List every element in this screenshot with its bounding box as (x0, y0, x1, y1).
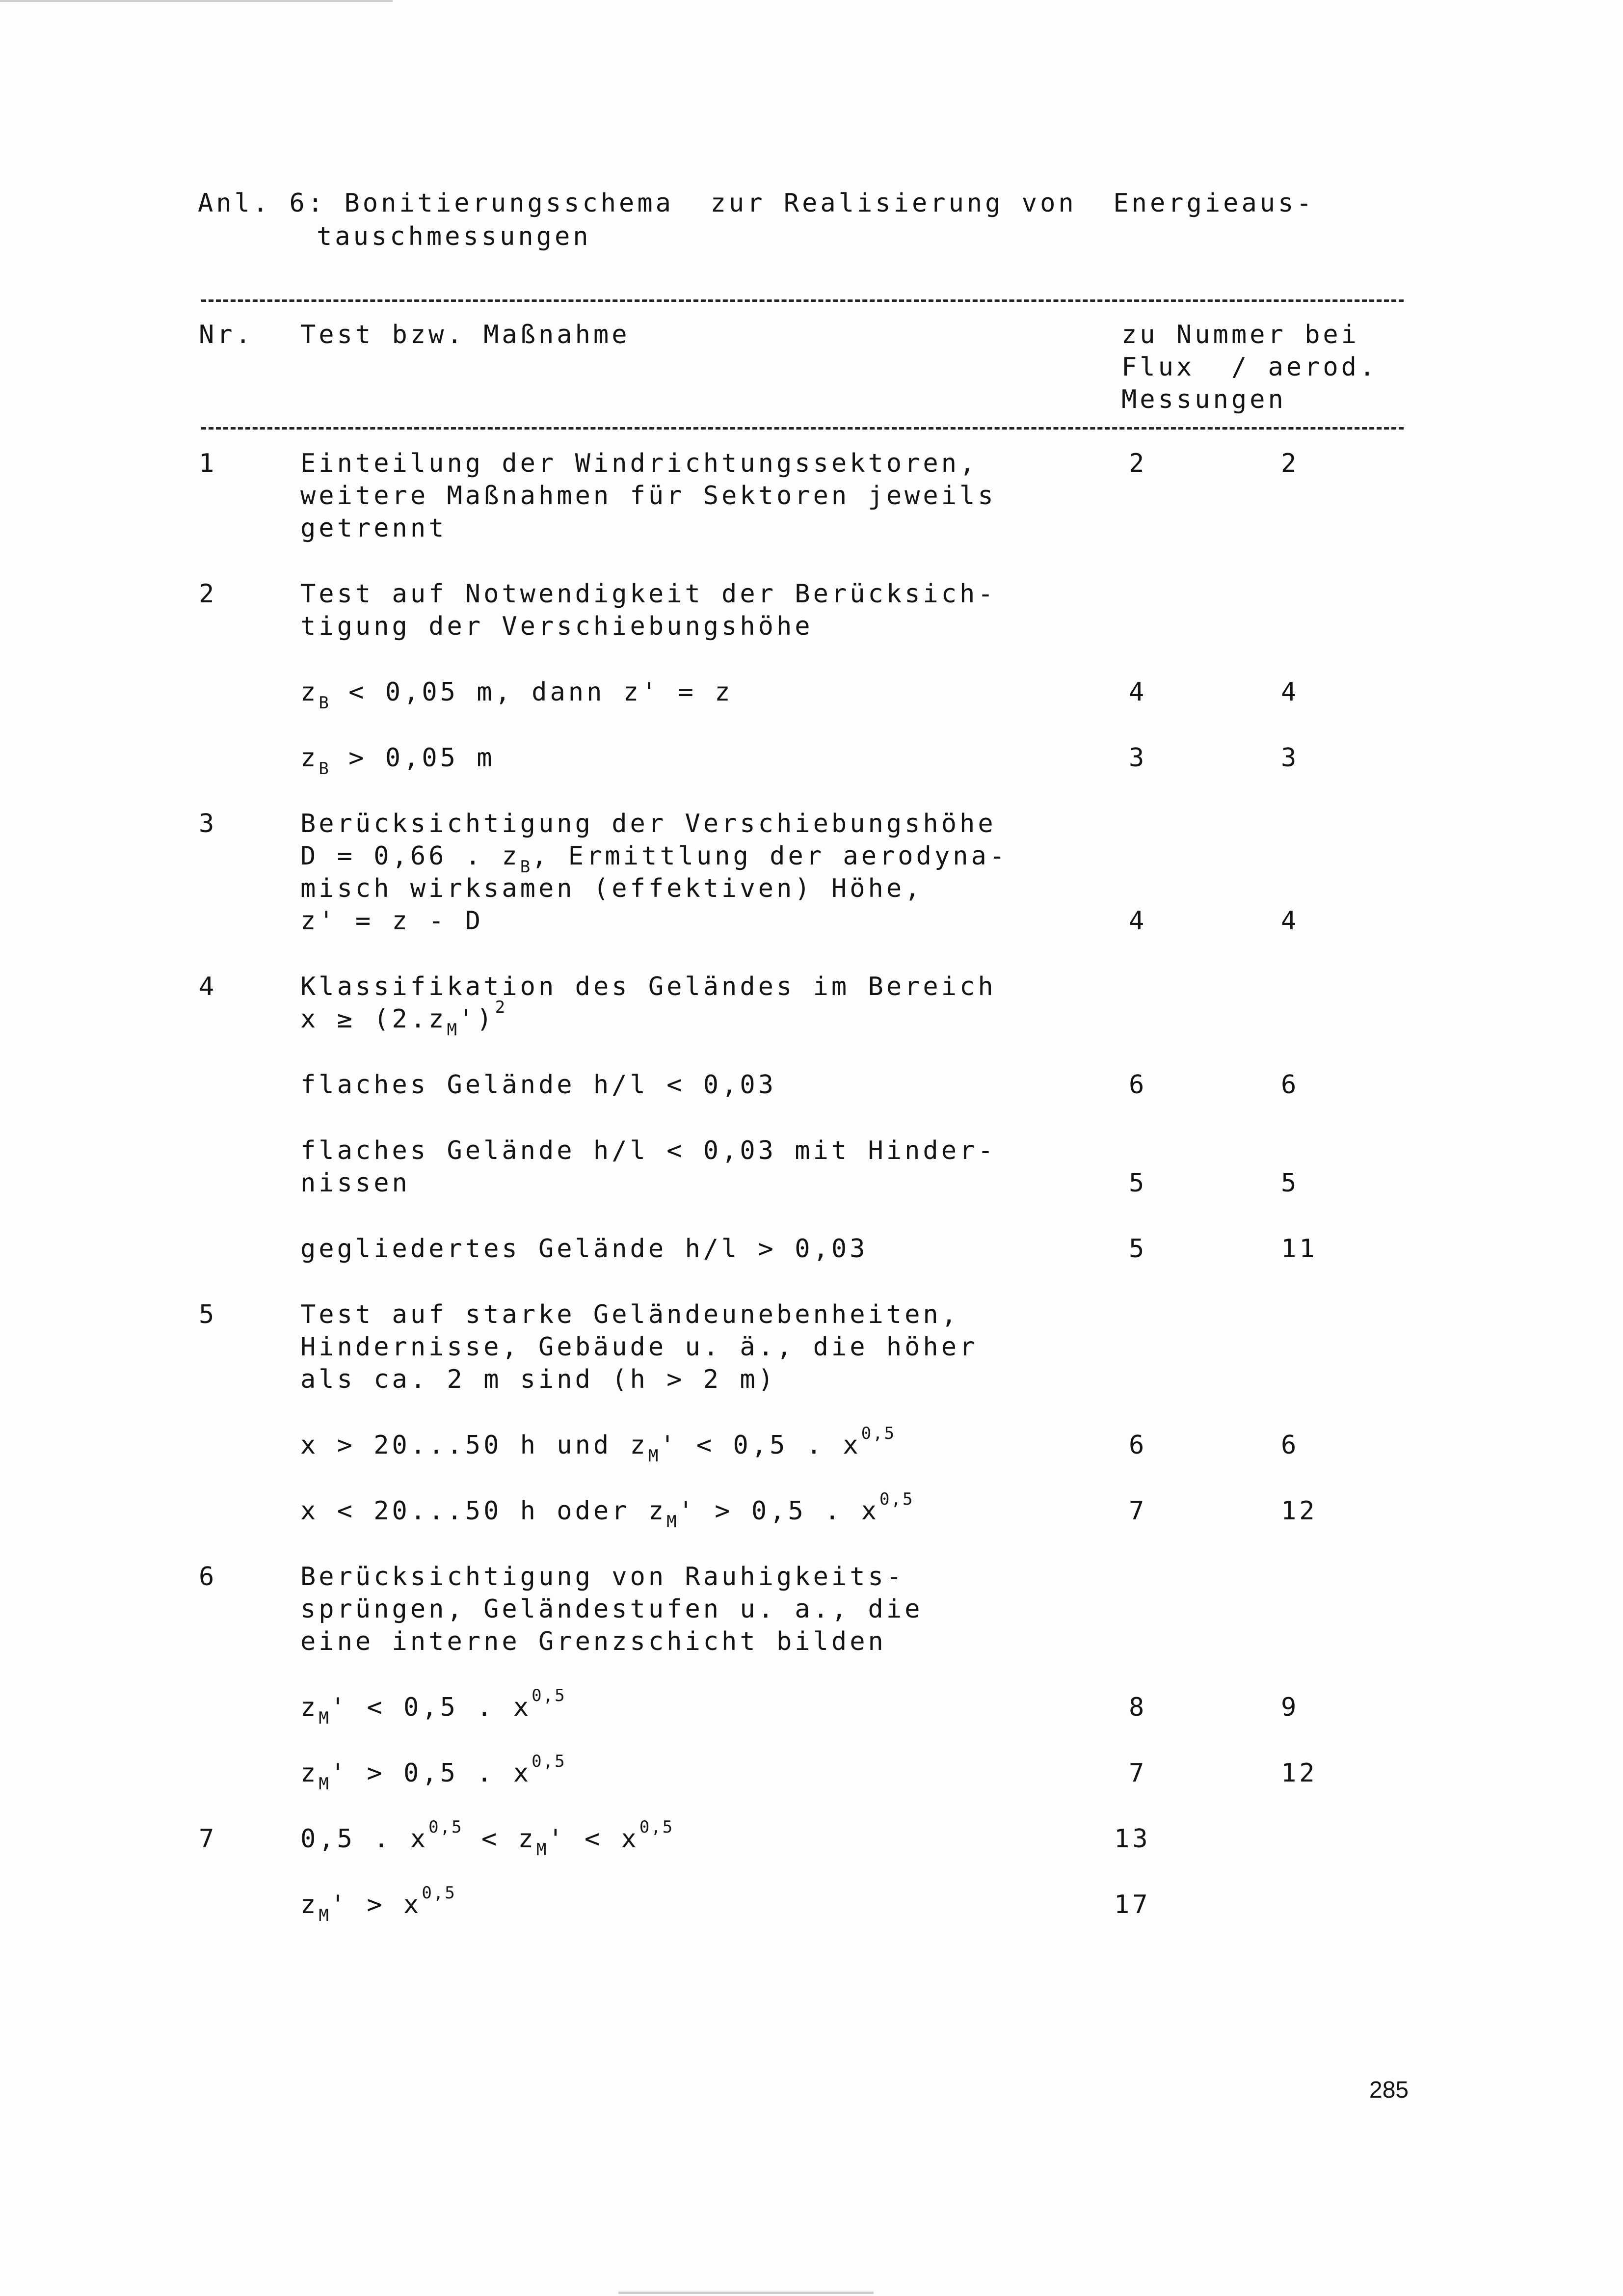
row-2a-aerod: 4 (1281, 677, 1300, 707)
row-3-number: 3 (199, 809, 217, 838)
row-6-text-1: Berücksichtigung von Rauhigkeits- (300, 1562, 905, 1592)
row-4-text-2: $x \ge (2.z_M')^2$ (300, 998, 507, 1040)
row-2b-flux: 3 (1129, 743, 1147, 773)
row-6-text-3: eine interne Grenzschicht bilden (300, 1627, 886, 1656)
row-1-text-2: weitere Maßnahmen für Sektoren jeweils (300, 481, 996, 511)
document-title-line1: Anl. 6: Bonitierungsschema zur Realisierung von Energieaus- (198, 189, 1315, 218)
row-3-text-3: misch wirksamen (effektiven) Höhe, (300, 874, 923, 903)
row-3-text-2: D = 0,66 . $z_B$, Ermittlung der aerodyna- (300, 841, 1008, 877)
page-number: 285 (1369, 2077, 1409, 2103)
row-1-text-1: Einteilung der Windrichtungssektoren, (300, 449, 978, 478)
row-4c-aerod: 11 (1281, 1234, 1318, 1264)
document-title-line2: tauschmessungen (317, 222, 591, 251)
row-3-flux: 4 (1129, 906, 1147, 936)
row-2b-condition: $z_B > 0,05$ m (300, 743, 495, 779)
scan-edge-bottom (618, 2292, 874, 2294)
row-6b-condition: $z_M' > 0,5$ . $x^{0,5}$ (300, 1752, 566, 1794)
row-4-number: 4 (199, 972, 217, 1001)
row-3-text-1: Berücksichtigung der Verschiebungshöhe (300, 809, 996, 838)
row-1-flux: 2 (1129, 449, 1147, 478)
column-header-ref-1: zu Nummer bei (1121, 320, 1359, 350)
row-5a-flux: 6 (1129, 1431, 1147, 1460)
row-4c-flux: 5 (1129, 1234, 1147, 1264)
column-header-test: Test bzw. Maßnahme (300, 320, 630, 350)
row-6a-aerod: 9 (1281, 1693, 1300, 1722)
row-7-flux: 13 (1114, 1824, 1151, 1854)
row-5-text-2: Hindernisse, Gebäude u. ä., die höher (300, 1332, 978, 1362)
column-header-ref-3: Messungen (1121, 385, 1286, 414)
row-2a-condition: $z_B < 0,05$ m, dann z' = z (300, 677, 733, 713)
row-5-text-1: Test auf starke Geländeunebenheiten, (300, 1300, 960, 1329)
row-2-number: 2 (199, 579, 217, 609)
row-2-text-1: Test auf Notwendigkeit der Berücksich- (300, 579, 996, 609)
row-3-aerod: 4 (1281, 906, 1300, 936)
row-2a-flux: 4 (1129, 677, 1147, 707)
table-top-rule (201, 299, 1404, 302)
row-6a-flux: 8 (1129, 1693, 1147, 1722)
row-4a-condition: flaches Gelände h/l < 0,03 (300, 1070, 776, 1100)
row-5a-aerod: 6 (1281, 1431, 1300, 1460)
row-4c-condition: gegliedertes Gelände h/l > 0,03 (300, 1234, 868, 1264)
row-7a-condition: $z_M' > x^{0,5}$ (300, 1883, 456, 1925)
row-4b-condition-1: flaches Gelände h/l < 0,03 mit Hinder- (300, 1136, 996, 1165)
row-7-number: 7 (199, 1824, 217, 1854)
row-4a-flux: 6 (1129, 1070, 1147, 1100)
row-6-text-2: sprüngen, Geländestufen u. a., die (300, 1594, 923, 1624)
row-5-number: 5 (199, 1300, 217, 1329)
row-5b-condition: x < 20...50 h oder $z_M' > 0,5$ . $x^{0,5}$ (300, 1489, 914, 1532)
row-7a-flux: 17 (1114, 1890, 1151, 1919)
row-6a-condition: $z_M' < 0,5$ . $x^{0,5}$ (300, 1686, 566, 1728)
row-4b-flux: 5 (1129, 1168, 1147, 1198)
scan-edge-top (0, 0, 393, 2)
row-4a-aerod: 6 (1281, 1070, 1300, 1100)
row-5b-flux: 7 (1129, 1496, 1147, 1526)
row-5a-condition: x > 20...50 h und $z_M' < 0,5$ . $x^{0,5}$ (300, 1424, 896, 1466)
row-2b-aerod: 3 (1281, 743, 1300, 773)
row-1-number: 1 (199, 449, 217, 478)
row-7-condition: 0,5 . $x^{0,5} < z_M' < x^{0,5}$ (300, 1817, 674, 1860)
column-header-ref-2: Flux / aerod. (1121, 352, 1378, 382)
row-6-number: 6 (199, 1562, 217, 1592)
column-header-nr: Nr. (199, 320, 254, 350)
row-6b-aerod: 12 (1281, 1758, 1318, 1788)
row-1-text-3: getrennt (300, 513, 447, 543)
row-4b-aerod: 5 (1281, 1168, 1300, 1198)
row-6b-flux: 7 (1129, 1758, 1147, 1788)
row-3-text-4: z' = z - D (300, 906, 484, 936)
table-header-rule (201, 427, 1404, 430)
row-2-text-2: tigung der Verschiebungshöhe (300, 612, 813, 641)
row-5b-aerod: 12 (1281, 1496, 1318, 1526)
row-4b-condition-2: nissen (300, 1168, 410, 1198)
row-4-text-1: Klassifikation des Geländes im Bereich (300, 972, 996, 1001)
row-1-aerod: 2 (1281, 449, 1300, 478)
row-5-text-3: als ca. 2 m sind (h > 2 m) (300, 1365, 776, 1394)
